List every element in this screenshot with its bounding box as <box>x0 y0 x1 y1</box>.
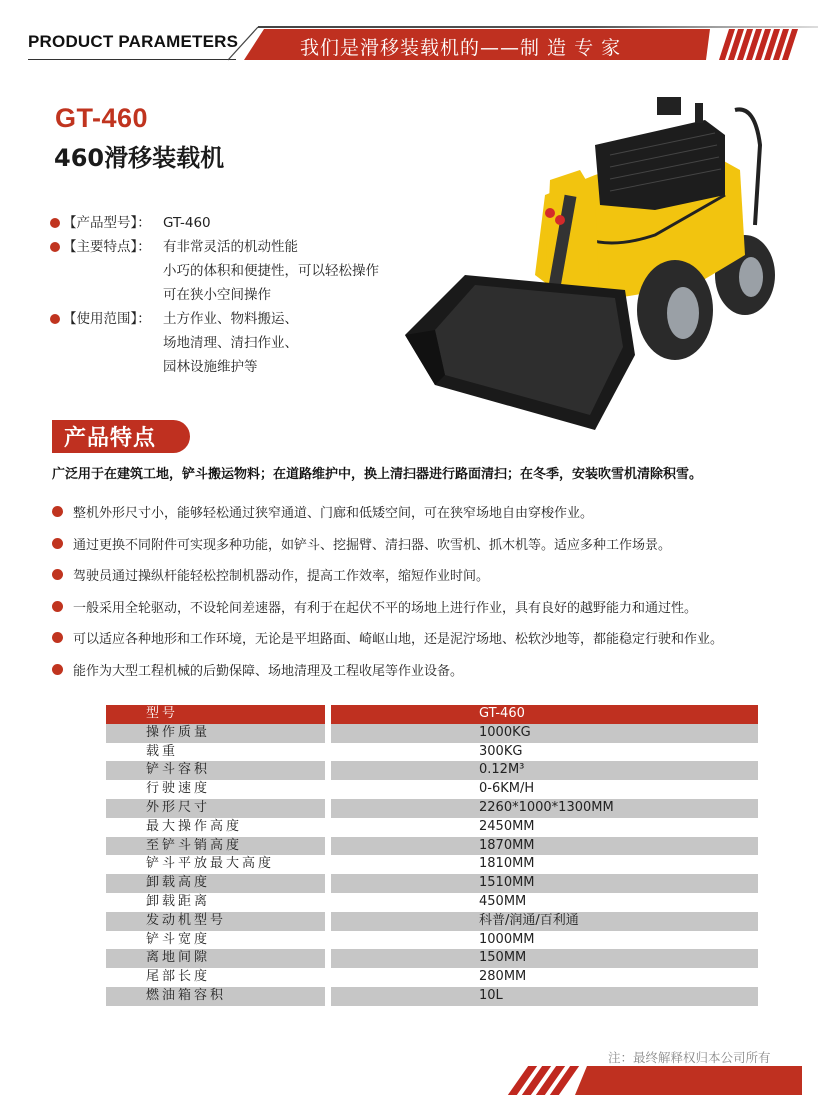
table-cell-value: 0-6KM/H <box>479 781 535 797</box>
feature-text: 驾驶员通过操纵杆能轻松控制机器动作，提高工作效率，缩短作业时间。 <box>73 569 490 585</box>
table-header-row <box>106 705 758 724</box>
table-cell-value: 1810MM <box>479 856 535 872</box>
table-cell-key: 外形尺寸 <box>106 799 325 818</box>
table-row <box>106 818 758 837</box>
parameter-table <box>106 705 758 1006</box>
table-cell-value: 1510MM <box>331 874 758 893</box>
table-cell-value: 科普/润通/百利通 <box>331 912 758 931</box>
features-heading-tag <box>52 420 190 453</box>
footer-stripes-decoration <box>518 1066 569 1095</box>
table-row <box>106 724 758 743</box>
features-list <box>52 496 723 685</box>
feature-item <box>52 622 723 654</box>
feature-item <box>52 591 723 623</box>
table-cell-value: 2450MM <box>479 818 535 834</box>
feature-item <box>52 559 723 591</box>
bullet-icon <box>50 218 60 228</box>
table-row <box>106 761 758 780</box>
table-cell-value: 0.12M³ <box>331 761 758 780</box>
table-cell-key: 卸载距离 <box>146 893 211 909</box>
feature-item <box>52 496 723 528</box>
feature-text: 整机外形尺寸小，能够轻松通过狭窄通道、门廊和低矮空间，可在狭窄场地自由穿梭作业。 <box>73 506 594 522</box>
features-heading: 产品特点 <box>64 426 157 451</box>
table-cell-value: 1870MM <box>331 837 758 856</box>
features-intro: 广泛用于在建筑工地，铲斗搬运物料；在道路维护中，换上清扫器进行路面清扫；在冬季，安装吹雪机清除积雪。 <box>52 467 703 482</box>
spec-key: 【产品型号】： <box>63 215 151 231</box>
table-row <box>106 780 758 799</box>
table-cell-key: 发动机型号 <box>106 912 325 931</box>
table-header-value: GT-460 <box>331 705 758 724</box>
feature-item <box>52 654 723 686</box>
table-row <box>106 968 758 987</box>
table-cell-value: 10L <box>331 987 758 1006</box>
feature-text: 一般采用全轮驱动，不设轮间差速器，有利于在起伏不平的场地上进行作业，具有良好的越野能力和通过性。 <box>73 600 698 616</box>
table-cell-value: 280MM <box>479 969 527 985</box>
table-cell-key: 最大操作高度 <box>146 818 243 834</box>
spec-row-usage <box>50 307 379 379</box>
footer-note: 注：最终解释权归本公司所有 <box>608 1050 771 1065</box>
table-cell-key: 操作质量 <box>106 724 325 743</box>
table-row <box>106 949 758 968</box>
feature-text: 通过更换不同附件可实现多种功能，如铲斗、挖掘臂、清扫器、吹雪机、抓木机等。适应多种工作场景。 <box>73 537 672 553</box>
spec-value: 有非常灵活的机动性能 <box>163 239 298 255</box>
table-cell-key: 铲斗平放最大高度 <box>146 856 275 872</box>
spec-list <box>50 211 379 379</box>
table-row <box>106 893 758 912</box>
header-underline <box>28 59 236 60</box>
table-cell-key: 卸载高度 <box>106 874 325 893</box>
table-row <box>106 874 758 893</box>
skid-steer-loader-image <box>395 85 795 435</box>
footer-red-band <box>575 1066 802 1095</box>
table-cell-key: 载重 <box>146 743 179 759</box>
spec-key: 【使用范围】： <box>63 311 151 327</box>
table-cell-value: 1000KG <box>331 724 758 743</box>
header-slogan: 我们是滑移装载机的——制 造 专 家 <box>300 37 622 59</box>
table-cell-value: 300KG <box>479 743 523 759</box>
spec-value: 小巧的体积和便捷性，可以轻松操作 <box>163 263 379 279</box>
spec-value: GT-460 <box>163 215 211 231</box>
bullet-icon <box>52 538 63 549</box>
spec-value: 可在狭小空间操作 <box>163 287 271 303</box>
header-stripes-decoration <box>724 29 793 60</box>
bullet-icon <box>52 506 63 517</box>
table-row <box>106 855 758 874</box>
table-cell-value: 450MM <box>479 893 527 909</box>
product-model: GT-460 <box>55 103 149 133</box>
bullet-icon <box>52 601 63 612</box>
table-header-key: 型号 <box>106 705 325 724</box>
table-row <box>106 912 758 931</box>
table-row <box>106 837 758 856</box>
header-title: PRODUCT PARAMETERS <box>28 32 239 51</box>
spec-row-features <box>50 235 379 307</box>
bullet-icon <box>52 664 63 675</box>
table-row <box>106 931 758 950</box>
feature-text: 能作为大型工程机械的后勤保障、场地清理及工程收尾等作业设备。 <box>73 663 464 679</box>
spec-key: 【主要特点】： <box>63 239 151 255</box>
table-cell-key: 尾部长度 <box>146 969 211 985</box>
table-cell-value: 150MM <box>331 949 758 968</box>
table-row <box>106 987 758 1006</box>
spec-value: 场地清理、清扫作业、 <box>163 335 298 351</box>
table-cell-value: 2260*1000*1300MM <box>331 799 758 818</box>
table-row <box>106 743 758 762</box>
table-cell-key: 至铲斗销高度 <box>106 837 325 856</box>
table-cell-key: 燃油箱容积 <box>106 987 325 1006</box>
table-cell-key: 铲斗容积 <box>106 761 325 780</box>
product-name: 460滑移装载机 <box>54 144 225 172</box>
spec-row-model <box>50 211 379 235</box>
bullet-icon <box>52 569 63 580</box>
bullet-icon <box>50 314 60 324</box>
spec-value: 土方作业、物料搬运、 <box>163 311 298 327</box>
table-row <box>106 799 758 818</box>
header-top-rule <box>258 26 818 28</box>
table-cell-key: 铲斗宽度 <box>146 931 211 947</box>
bullet-icon <box>52 632 63 643</box>
spec-value: 园林设施维护等 <box>163 359 258 375</box>
bullet-icon <box>50 242 60 252</box>
table-cell-key: 行驶速度 <box>146 781 211 797</box>
table-cell-value: 1000MM <box>479 931 535 947</box>
feature-item <box>52 528 723 560</box>
table-cell-key: 离地间隙 <box>106 949 325 968</box>
feature-text: 可以适应各种地形和工作环境，无论是平坦路面、崎岖山地，还是泥泞场地、松软沙地等，都能稳定行驶和作业。 <box>73 632 724 648</box>
